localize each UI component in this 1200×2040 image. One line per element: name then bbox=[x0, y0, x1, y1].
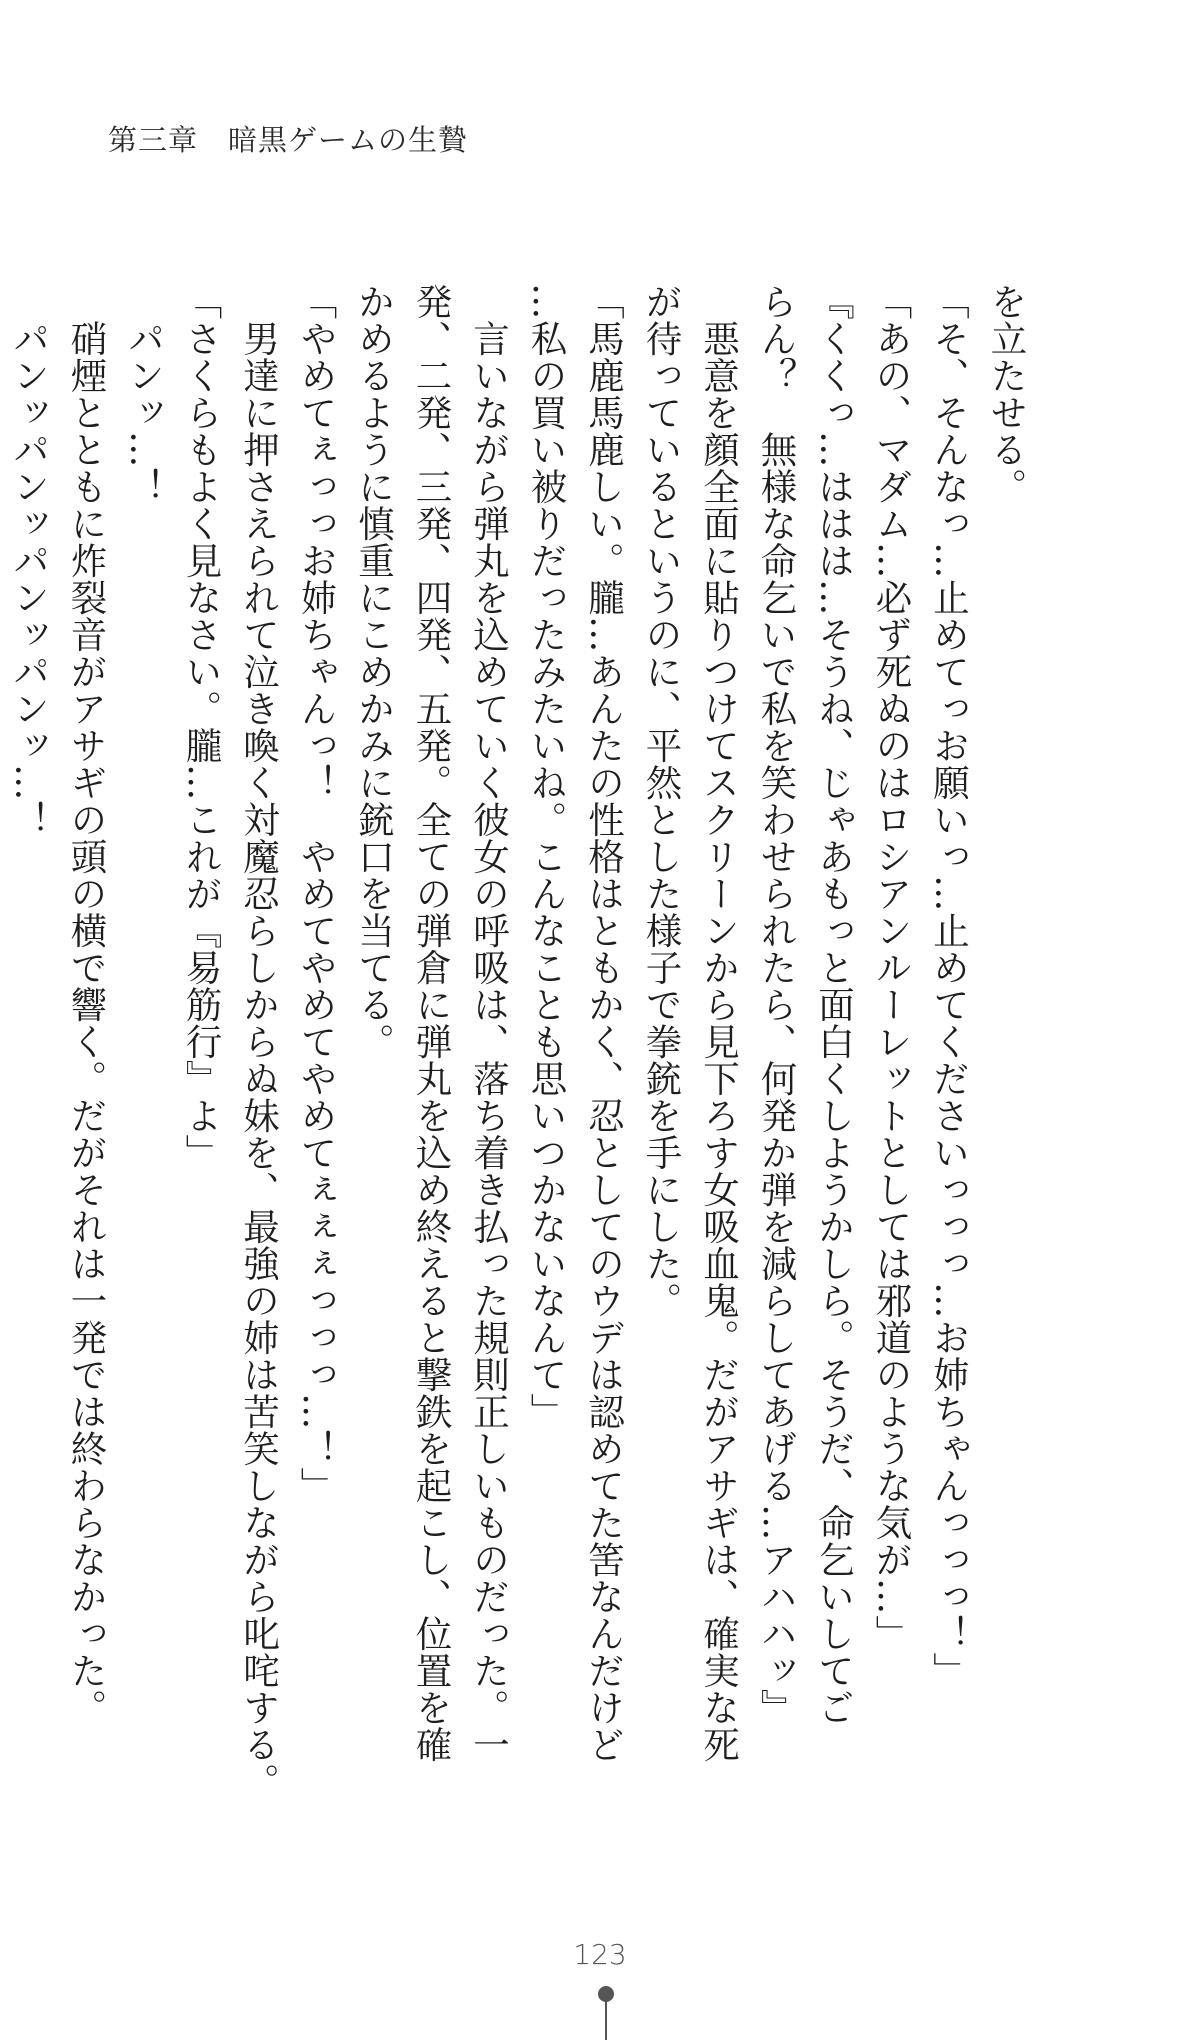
page-marker-pin-icon bbox=[598, 1986, 614, 2040]
text-line: 言いながら弾丸を込めていく彼女の呼吸は、落ち着き払った規則正しいものだった。一 bbox=[467, 283, 511, 1763]
text-line: 「そ、そんなっ…止めてっお願いっ…止めてくださいっっっ…お姉ちゃんっっっ！」 bbox=[927, 283, 971, 1689]
text-line: を立たせる。 bbox=[985, 283, 1028, 505]
text-line: 『くくっ…ははは…そうね、じゃあもっと面白くしようかしら。そうだ、命乞いしてご bbox=[812, 283, 856, 1726]
text-line: 発、二発、三発、四発、五発。全ての弾倉に弾丸を込め終えると撃鉄を起こし、位置を確 bbox=[410, 283, 453, 1763]
page-marker-stem bbox=[605, 2000, 607, 2040]
page-number: 123 bbox=[573, 1938, 627, 1971]
text-line: 悪意を顔全面に貼りつけてスクリーンから見下ろす女吸血鬼。だがアサギは、確実な死 bbox=[697, 283, 741, 1763]
chapter-running-head: 第三章 暗黒ゲームの生贄 bbox=[108, 123, 469, 157]
text-line: 「やめてぇっっお姉ちゃんっ！ やめてやめてやめてぇぇぇっっっ…！」 bbox=[295, 283, 338, 1504]
text-line: 硝煙とともに炸裂音がアサギの頭の横で響く。だがそれは一発では終わらなかった。 bbox=[65, 283, 108, 1726]
text-line: かめるように慎重にこめかみに銃口を当てる。 bbox=[352, 283, 396, 1060]
text-line: らん？ 無様な命乞いで私を笑わせられたら、何発か弾を減らしてあげる…アハハッ』 bbox=[755, 283, 798, 1726]
text-line: 「馬鹿馬鹿しい。朧…あんたの性格はともかく、忍としてのウデは認めてた筈なんだけど bbox=[582, 283, 626, 1763]
vertical-body-text bbox=[7, 283, 1035, 1800]
text-line: パンッ…！ bbox=[122, 283, 166, 505]
text-line: 「さくらもよく見なさい。朧…これが『易筋行』よ」 bbox=[180, 283, 223, 1171]
text-line: …私の買い被りだったみたいね。こんなことも思いつかないなんて」 bbox=[525, 283, 568, 1430]
text-line: が待っているというのに、平然とした様子で拳銃を手にした。 bbox=[640, 283, 683, 1319]
text-line: 「あの、マダム…必ず死ぬのはロシアンルーレットとしては邪道のような気が…」 bbox=[870, 283, 913, 1652]
text-line: パンッパンッパンッパンッ…！ bbox=[7, 283, 51, 838]
text-line: 男達に押さえられて泣き喚く対魔忍らしからぬ妹を、最強の姉は苦笑しながら叱咤する。 bbox=[237, 283, 281, 1800]
